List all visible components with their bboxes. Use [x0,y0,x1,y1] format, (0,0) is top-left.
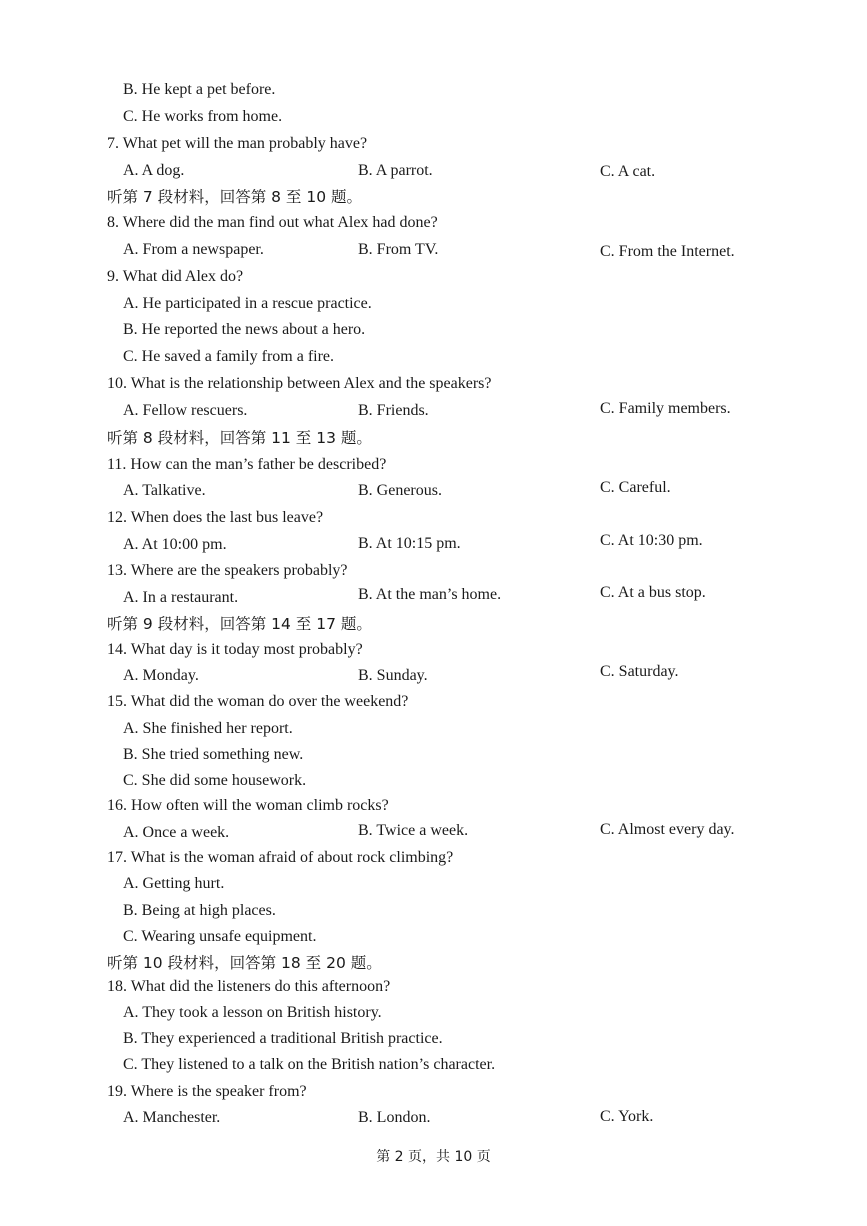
option-16a: A. Once a week. [123,824,230,841]
option-8c: C. From the Internet. [600,243,735,260]
option-16b: B. Twice a week. [358,822,469,839]
option-11c: C. Careful. [600,479,671,496]
option-14c: C. Saturday. [600,663,679,680]
option-12c: C. At 10:30 pm. [600,532,703,549]
option-11b: B. Generous. [358,482,442,499]
option-7b: B. A parrot. [358,162,433,179]
section-9-heading: 听第 9 段材料，回答第 14 至 17 题。 [107,615,372,633]
option-9b: B. He reported the news about a hero. [123,321,366,338]
option-16c: C. Almost every day. [600,821,735,838]
question-13: 13. Where are the speakers probably? [107,562,348,579]
option-8a: A. From a newspaper. [123,241,264,258]
question-7: 7. What pet will the man probably have? [107,135,368,152]
option-13a: A. In a restaurant. [123,589,239,606]
question-14: 14. What day is it today most probably? [107,641,363,658]
option-12b: B. At 10:15 pm. [358,535,461,552]
option-17b: B. Being at high places. [123,902,276,919]
page-number-footer: 第 2 页，共 10 页 [376,1149,491,1165]
section-7-heading: 听第 7 段材料，回答第 8 至 10 题。 [107,188,363,206]
option-13b: B. At the man’s home. [358,586,502,603]
option-19c: C. York. [600,1108,654,1125]
question-9: 9. What did Alex do? [107,268,244,285]
option-13c: C. At a bus stop. [600,584,706,601]
question-11: 11. How can the man’s father be described? [107,456,387,473]
question-19: 19. Where is the speaker from? [107,1083,307,1100]
option-15b: B. She tried something new. [123,746,304,763]
option-6b: B. He kept a pet before. [123,81,276,98]
option-18a: A. They took a lesson on British history. [123,1004,382,1021]
question-10: 10. What is the relationship between Alex and the speakers? [107,375,492,392]
option-15a: A. She finished her report. [123,720,293,737]
section-8-heading: 听第 8 段材料，回答第 11 至 13 题。 [107,429,372,447]
option-17a: A. Getting hurt. [123,875,225,892]
question-16: 16. How often will the woman climb rocks? [107,797,389,814]
option-18b: B. They experienced a traditional British practice. [123,1030,443,1047]
option-12a: A. At 10:00 pm. [123,536,227,553]
question-12: 12. When does the last bus leave? [107,509,324,526]
option-11a: A. Talkative. [123,482,206,499]
option-14a: A. Monday. [123,667,199,684]
option-8b: B. From TV. [358,241,439,258]
option-17c: C. Wearing unsafe equipment. [123,928,317,945]
question-8: 8. Where did the man find out what Alex had done? [107,214,438,231]
option-10a: A. Fellow rescuers. [123,402,248,419]
option-9a: A. He participated in a rescue practice. [123,295,372,312]
option-14b: B. Sunday. [358,667,428,684]
option-7a: A. A dog. [123,162,185,179]
option-7c: C. A cat. [600,163,656,180]
option-15c: C. She did some housework. [123,772,307,789]
option-19b: B. London. [358,1109,431,1126]
option-9c: C. He saved a family from a fire. [123,348,335,365]
question-18: 18. What did the listeners do this afternoon? [107,978,391,995]
question-17: 17. What is the woman afraid of about rock climbing? [107,849,454,866]
question-15: 15. What did the woman do over the weekend? [107,693,409,710]
option-10b: B. Friends. [358,402,429,419]
option-19a: A. Manchester. [123,1109,221,1126]
section-10-heading: 听第 10 段材料，回答第 18 至 20 题。 [107,954,382,972]
option-18c: C. They listened to a talk on the British nation’s character. [123,1056,496,1073]
option-6c: C. He works from home. [123,108,283,125]
option-10c: C. Family members. [600,400,731,417]
